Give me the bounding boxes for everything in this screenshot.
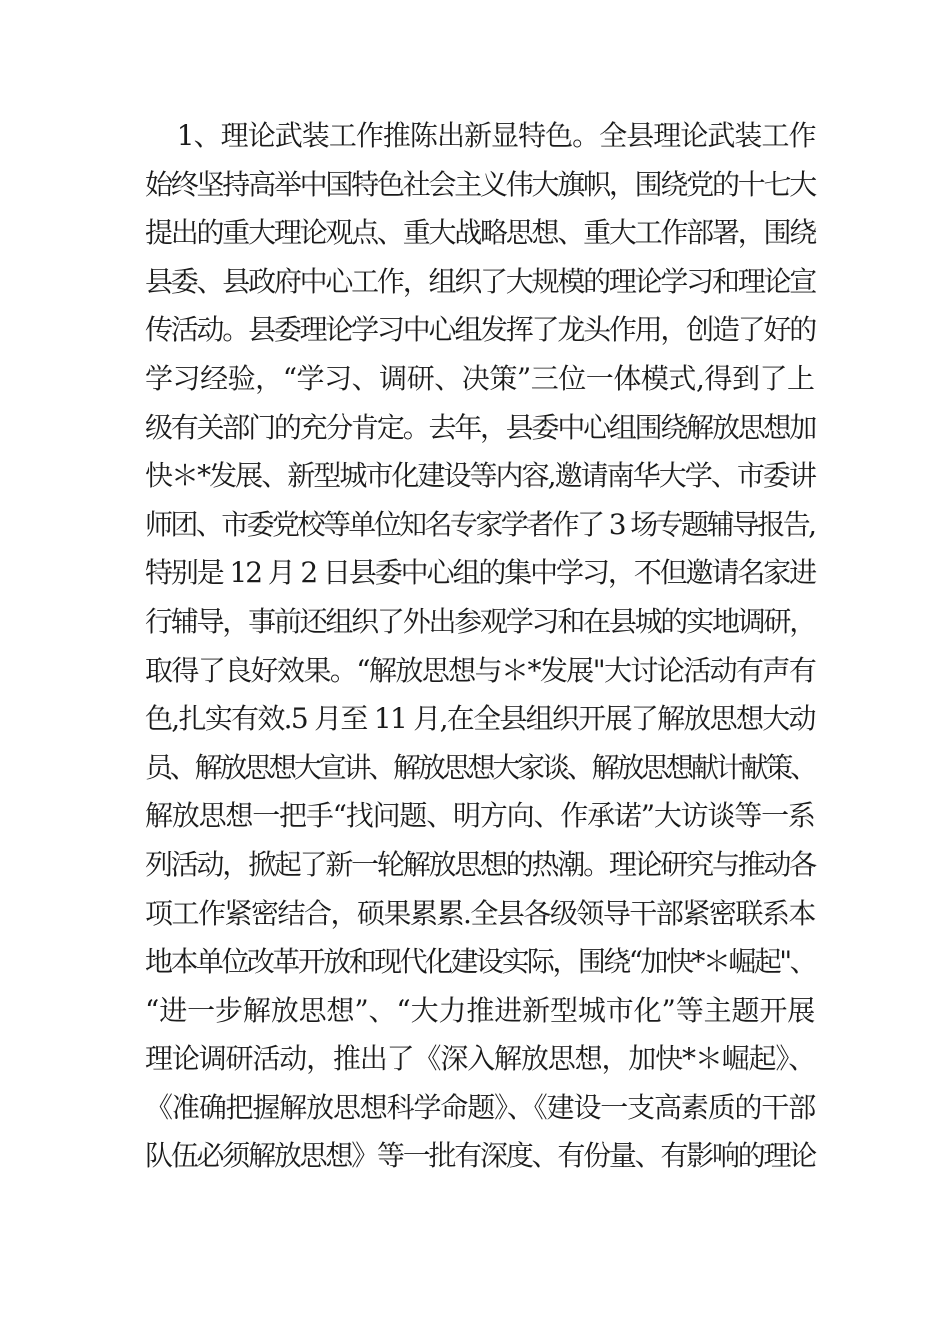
text-line: 快＊*发展、新型城市化建设等内容,邀请南华大学、市委讲 <box>145 459 815 493</box>
text-line: 色,扎实有效.5 月至 11 月,在全县组织开展了解放思想大动 <box>145 702 815 736</box>
text-line: 取得了良好效果。“解放思想与＊*发展"大讨论活动有声有 <box>145 653 816 687</box>
text-line: 《准确把握解放思想科学命题》、《建设一支高素质的干部 <box>145 1090 816 1124</box>
text-line: 级有关部门的充分肯定。去年，县委中心组围绕解放思想加 <box>145 410 816 444</box>
text-line: 行辅导，事前还组织了外出参观学习和在县城的实地调研， <box>145 604 816 638</box>
text-line: 地本单位改革开放和现代化建设实际，围绕“加快*＊崛起"、 <box>145 945 816 979</box>
text-line: 传活动。县委理论学习中心组发挥了龙头作用，创造了好的 <box>145 313 816 347</box>
text-line: 师团、市委党校等单位知名专家学者作了 3 场专题辅导报告, <box>145 507 815 541</box>
text-line: 项工作紧密结合，硕果累累.全县各级领导干部紧密联系本 <box>145 896 815 930</box>
text-line: 队伍必须解放思想》等一批有深度、有份量、有影响的理论 <box>145 1139 816 1173</box>
text-line: 员、解放思想大宣讲、解放思想大家谈、解放思想献计献策、 <box>145 750 815 784</box>
text-line: 1、理论武装工作推陈出新显特色。全县理论武装工作 <box>145 119 816 152</box>
text-line: 列活动，掀起了新一轮解放思想的热潮。理论研究与推动各 <box>145 847 816 881</box>
text-line: 学习经验，“学习、调研、决策”三位一体模式,得到了上 <box>145 361 815 395</box>
text-line: 提出的重大理论观点、重大战略思想、重大工作部署，围绕 <box>145 216 816 250</box>
text-line: 解放思想一把手“找问题、明方向、作承诺”大访谈等一系 <box>145 799 815 833</box>
text-line: 始终坚持高举中国特色社会主义伟大旗帜，围绕党的十七大 <box>145 167 816 201</box>
body-paragraph <box>145 112 815 1181</box>
text-line: 特别是 12 月 2 日县委中心组的集中学习，不但邀请名家进 <box>145 556 816 590</box>
text-line: “进一步解放思想”、“大力推进新型城市化”等主题开展 <box>145 993 816 1027</box>
text-line: 县委、县政府中心工作，组织了大规模的理论学习和理论宣 <box>145 264 816 298</box>
text-line: 理论调研活动，推出了《深入解放思想，加快*＊崛起》、 <box>145 1042 816 1076</box>
